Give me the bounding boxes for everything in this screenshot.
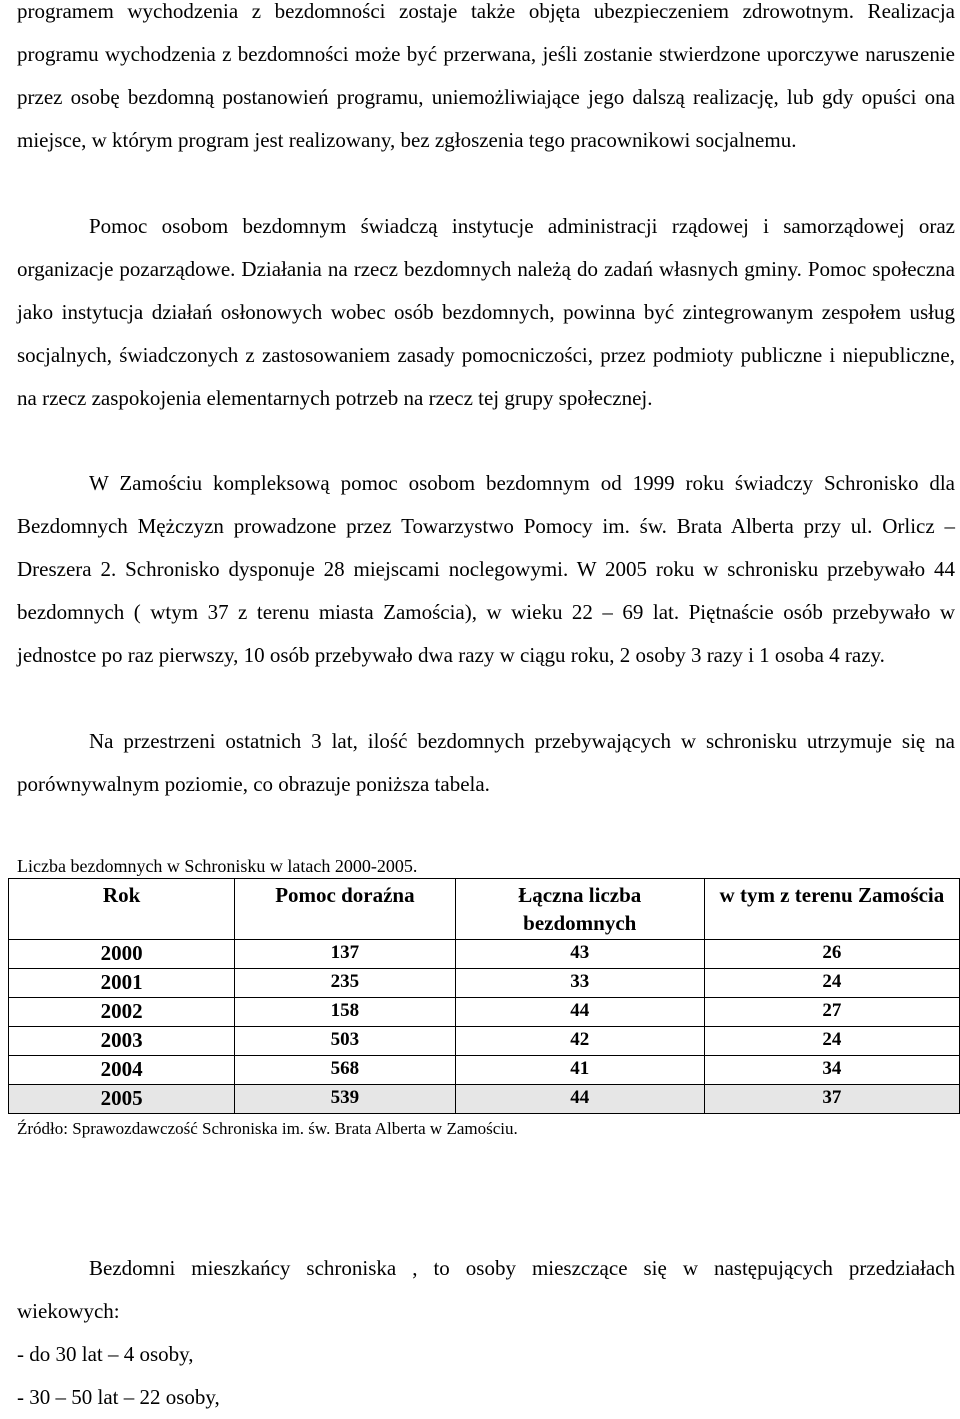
cell-year: 2000	[9, 940, 235, 969]
table-row	[9, 940, 960, 969]
cell-help: 503	[235, 1027, 455, 1056]
paragraph-homeless-assistance: Pomoc osobom bezdomnym świadczą instytucje administracji rządowej i samorządowej oraz organizacje pozarządowe. Działania na rzecz bezdomnych należą do zadań własnych gminy. Pomoc społeczna jako instytucja działań osłonowych wobec osób bezdomnych, powinna być zintegrowanym zespołem usług socjalnych, świadczonych z zastosowaniem zasady pomocniczości, przez podmioty publiczne i niepubliczne, na rzecz zaspokojenia elementarnych potrzeb na rzecz tej grupy społecznej.	[17, 214, 955, 410]
cell-year: 2004	[9, 1056, 235, 1085]
cell-help: 137	[235, 940, 455, 969]
cell-help: 235	[235, 969, 455, 998]
list-item: - 30 – 50 lat – 22 osoby,	[17, 1385, 220, 1409]
table-row	[9, 969, 960, 998]
cell-year: 2005	[9, 1085, 235, 1114]
table-row	[9, 1027, 960, 1056]
cell-year: 2001	[9, 969, 235, 998]
table-row	[9, 1085, 960, 1114]
cell-year: 2003	[9, 1027, 235, 1056]
cell-local: 24	[704, 969, 959, 998]
cell-total: 44	[455, 1085, 704, 1114]
paragraph-table-intro: Na przestrzeni ostatnich 3 lat, ilość bezdomnych przebywających w schronisku utrzymuje się na porównywalnym poziomie, co obrazuje poniższa tabela.	[17, 729, 955, 796]
header-year: Rok	[9, 879, 235, 940]
paragraph-age-groups-intro: Bezdomni mieszkańcy schroniska , to osoby mieszczące się w następujących przedziałach wiekowych:	[17, 1256, 955, 1323]
paragraph-program-interruption: programem wychodzenia z bezdomności zostaje także objęta ubezpieczeniem zdrowotnym. Realizacja programu wychodzenia z bezdomności może być przerwana, jeśli zostanie stwierdzone uporczywe naruszenie przez osobę bezdomną postanowień programu, uniemożliwiające jego dalszą realizację, lub gdy opuści ona miejsce, w którym program jest realizowany, bez zgłoszenia tego pracownikowi socjalnemu.	[17, 0, 955, 152]
table-caption: Liczba bezdomnych w Schronisku w latach 2000-2005.	[17, 856, 418, 876]
table-row	[9, 1056, 960, 1085]
homeless-statistics-table	[8, 878, 960, 1114]
cell-local: 27	[704, 998, 959, 1027]
cell-local: 26	[704, 940, 959, 969]
cell-help: 568	[235, 1056, 455, 1085]
table-header-row	[9, 879, 960, 940]
cell-local: 24	[704, 1027, 959, 1056]
cell-help: 158	[235, 998, 455, 1027]
cell-local: 37	[704, 1085, 959, 1114]
cell-local: 34	[704, 1056, 959, 1085]
table-row	[9, 998, 960, 1027]
paragraph-zamosc-shelter: W Zamościu kompleksową pomoc osobom bezdomnym od 1999 roku świadczy Schronisko dla Bezdomnych Mężczyzn prowadzone przez Towarzystwo Pomocy im. św. Brata Alberta przy ul. Orlicz – Dreszera 2. Schronisko dysponuje 28 miejscami noclegowymi. W 2005 roku w schronisku przebywało 44 bezdomnych ( wtym 37 z terenu miasta Zamościa), w wieku 22 – 69 lat. Piętnaście osób przebywało w jednostce po raz pierwszy, 10 osób przebywało dwa razy w ciągu roku, 2 osoby 3 razy i 1 osoba 4 razy.	[17, 471, 955, 667]
header-total-homeless: Łączna liczba bezdomnych	[455, 879, 704, 940]
cell-total: 44	[455, 998, 704, 1027]
list-item: - do 30 lat – 4 osoby,	[17, 1342, 194, 1366]
cell-total: 43	[455, 940, 704, 969]
cell-help: 539	[235, 1085, 455, 1114]
cell-total: 41	[455, 1056, 704, 1085]
table-source-note: Źródło: Sprawozdawczość Schroniska im. św. Brata Alberta w Zamościu.	[17, 1119, 518, 1138]
header-emergency-help: Pomoc doraźna	[235, 879, 455, 940]
cell-total: 42	[455, 1027, 704, 1056]
header-from-zamosc: w tym z terenu Zamościa	[704, 879, 959, 940]
cell-year: 2002	[9, 998, 235, 1027]
cell-total: 33	[455, 969, 704, 998]
